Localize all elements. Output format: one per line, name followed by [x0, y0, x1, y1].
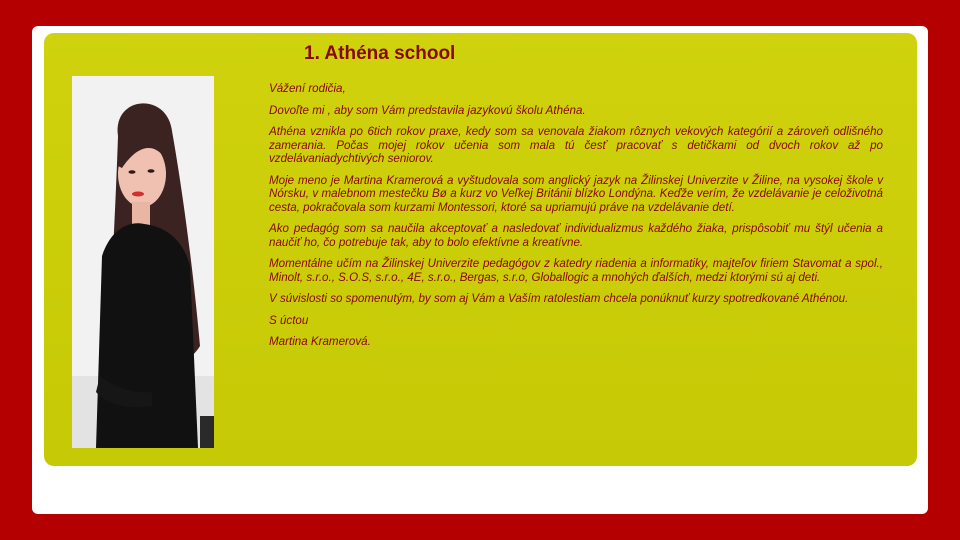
letter-body	[269, 82, 883, 357]
signature: Martina Kramerová.	[269, 335, 371, 348]
offer-paragraph: V súvislosti so spomenutým, by som aj Vám a Vaším ratolestiam chcela ponúknuť kurzy spotredkované Athénou.	[269, 292, 849, 305]
slide-title: 1. Athéna school	[304, 43, 456, 64]
history-paragraph: Athéna vznikla po 6tich rokov praxe, kedy som sa venovala žiakom rôznych vekových kategórií a zároveň odlišného zamerania. Počas mojej rokov učenia som mala tú česť pracovať s detičkami od dvoch rokov až po vzdelávaniadychtivých seniorov.	[269, 125, 883, 165]
intro-paragraph: Dovoľte mi , aby som Vám predstavila jazykovú školu Athéna.	[269, 103, 586, 117]
teaching-approach-paragraph: Ako pedagóg som sa naučila akceptovať a nasledovať individualizmus každého žiaka, prispôsobiť mu štýl učenia a naučiť ho, čo potrebuje tak, aby to bolo efektívne a kreatívne.	[269, 222, 883, 249]
closing: S úctou	[269, 313, 309, 327]
education-paragraph: Moje meno je Martina Kramerová a vyštudovala som anglický jazyk na Žilinskej Univerzite v Žiline, na vysokej škole v Nórsku, v malebnom mestečku Bø a kurz vo Veľkej Británii blízko Londýna. Keďže verím, že vzdelávanie je celoživotná cesta, pokračovala som kurzami Montessori, ktoré sa upriamujú práve na vzdelávanie detí.	[269, 173, 883, 214]
portrait-photo	[72, 76, 214, 448]
greeting: Vážení rodičia,	[269, 82, 346, 95]
current-work-paragraph: Momentálne učím na Žilinskej Univerzite pedagógov z katedry riadenia a informatiky, majteľov firiem Stavomat a spol., Minolt, s.r.o., S.O.S, s.r.o., 4E, s.r.o., Bergas, s.r.o, Globallogic a mnohých ďalších, medzi ktorými sú aj deti.	[269, 257, 883, 284]
